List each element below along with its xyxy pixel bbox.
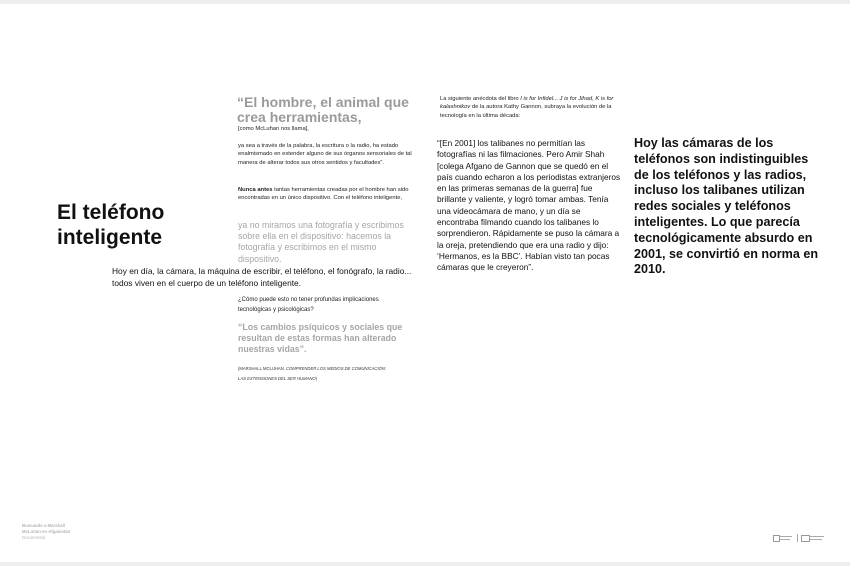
sponsor-logos [773, 534, 833, 544]
intro-paragraph: Hoy en día, la cámara, la máquina de escribir, el teléfono, el fonógrafo, la radio... todos viven en el cuerpo de un teléfono inteligente. [112, 266, 412, 288]
quote-source-note: [como McLuhan nos llama], [238, 126, 309, 132]
quote-continuation-paragraph: ya sea a través de la palabra, la escritura o la radio, ha estado enalmismado en extender alguno de sus órganos sensoriales de tal manera de alterar todos sus otros sentidos y facultades”. [238, 143, 412, 166]
logo-text-line [810, 539, 822, 540]
footer-credit [22, 523, 102, 541]
citation [238, 364, 413, 384]
citation-author: (MARSHALL MCLUHAN. [238, 366, 287, 371]
page-title: El teléfono inteligente [57, 201, 165, 249]
bottom-border [0, 562, 850, 566]
logo-divider [797, 534, 798, 542]
logo-mark-icon [773, 535, 780, 542]
footer-line-1: Buscando a Marshall [22, 523, 65, 528]
anecdote-context-end: de la autora Kathy Gannon, subraya la evolución de la tecnología en la última década: [440, 104, 612, 119]
taliban-anecdote: “[En 2001] los talibanes no permitían las fotografías ni las filmaciones. Pero Amir Shah [colega Afgano de Gannon que se quedó en el país cuando echaron a los periodistas extranjeros en las primeras semanas de la guerra] fue brillante y valiente, y logró tomar ambas. Tenía una videocámara de mano, y un día se encontraba filmando cuando los talibanes lo sorprendieron. Rápidamente se puso la cámara a la oreja, pretendiendo que era una radio y dijo: ‘Hermanos, es la BBC’. Habían visto tan pocas cámaras que le creyeron”. [437, 138, 621, 273]
anecdote-context-start: La siguiente anécdota del libro [440, 96, 521, 102]
footer-line-3: Documental [22, 535, 45, 540]
top-border [0, 0, 850, 4]
conclusion-statement: Hoy las cámaras de los teléfonos son indistinguibles de los teléfonos y las radios, incluso los talibanes utilizan redes sociales y teléfonos inteligentes. Lo que parecía tecnológicamente absurdo en 2001, se convirtió en norma en 2010. [634, 136, 819, 277]
psychic-changes-quote: “Los cambios psíquicos y sociales que resultan de estas formas han alterado nuestras vidas”. [238, 322, 403, 355]
device-gray-quote: ya no miramos una fotografía y escribimos sobre ella en el dispositivo: hacemos la fotografía y escribimos en el mismo dispositivo. [238, 220, 404, 264]
logo-text-line [780, 536, 792, 537]
mcluhan-quote-heading: “El hombre, el animal que crea herramientas, [237, 94, 409, 125]
tools-paragraph-lead: Nunca antes [238, 187, 273, 193]
logo-mark-icon [801, 535, 810, 542]
anecdote-context [440, 95, 620, 120]
logo-text-line [780, 539, 790, 540]
footer-line-2: McLuhan en Afganistán [22, 529, 71, 534]
tools-paragraph [238, 186, 413, 203]
citation-book-line-1: COMPRENDER LOS MEDIOS DE COMUNICACIÓN: [286, 366, 387, 371]
citation-close: ) [315, 376, 318, 381]
logo-text-line [810, 536, 824, 537]
tools-paragraph-body: tantas herramientas creadas por el hombre han sido encontradas en un único dispositivo. Con el teléfono inteligente, [238, 187, 409, 202]
anecdote-book-title: I is for Infidel... J is for Jihad, K is for kalashnikov [440, 96, 614, 111]
implications-question: ¿Cómo puede esto no tener profundas implicaciones tecnológicas y psicológicas? [238, 297, 379, 313]
citation-book-line-2: LAS EXTENSIONES DEL SER HUMANO [238, 376, 316, 381]
